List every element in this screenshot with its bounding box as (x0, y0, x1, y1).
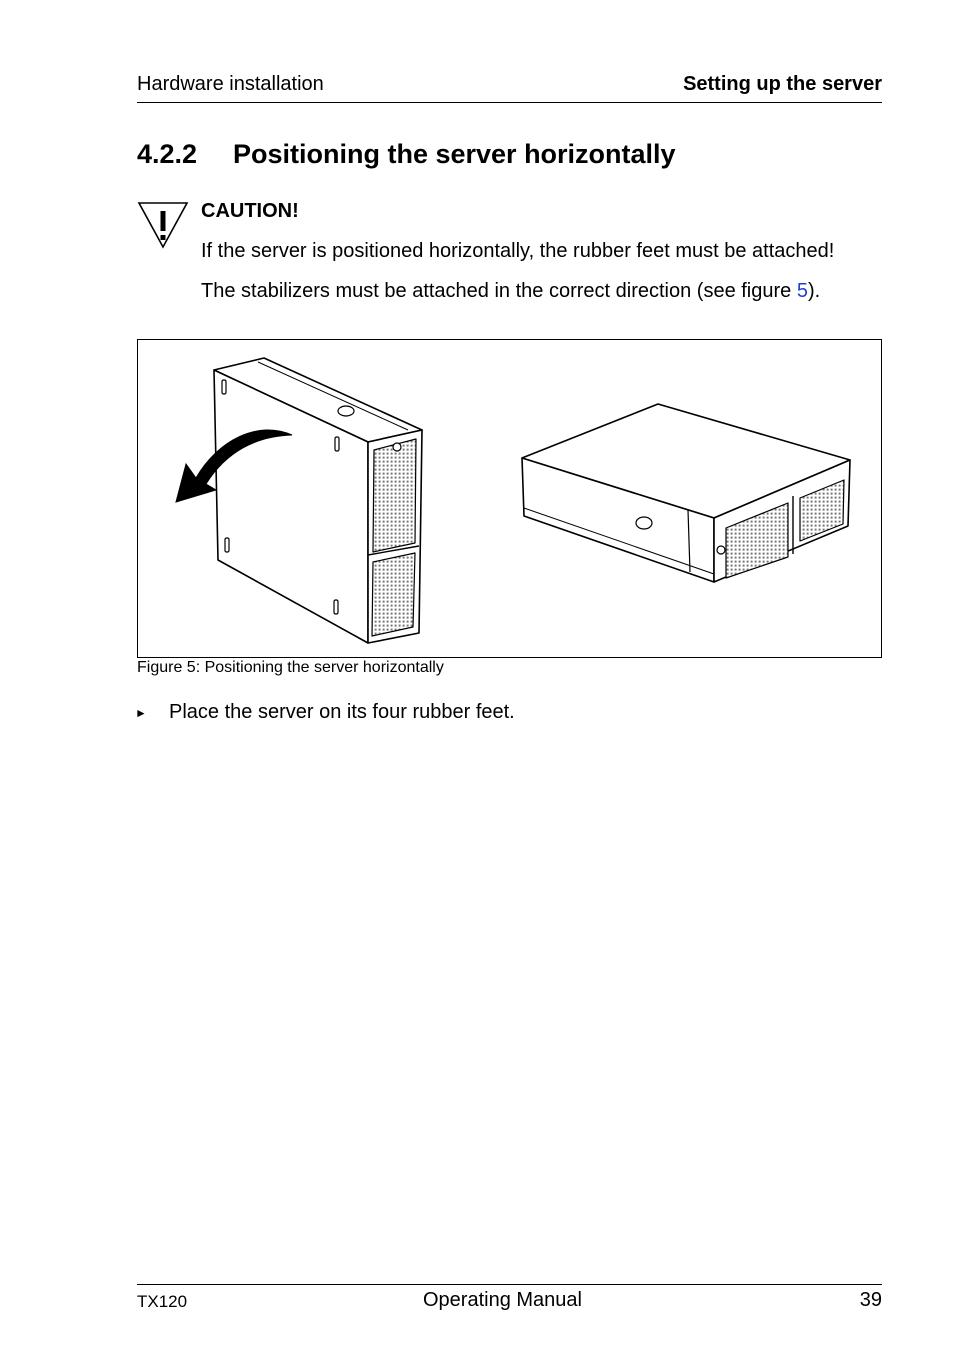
figure-frame (137, 339, 882, 658)
caution-text-rubber-feet: If the server is positioned horizontally, the rubber feet must be attached! (201, 240, 835, 262)
figure-caption: Figure 5: Positioning the server horizontally (137, 659, 444, 676)
section-title: Positioning the server horizontally (233, 139, 676, 169)
footer-manual-title: Operating Manual (423, 1289, 582, 1311)
step-bullet-icon: ► (135, 706, 147, 720)
server-illustration (138, 340, 881, 657)
section-number: 4.2.2 (137, 139, 198, 169)
tower-server-vertical (214, 358, 422, 643)
figure-link[interactable]: 5 (796, 280, 808, 302)
caution-text-stabilizers (201, 280, 820, 303)
header-chapter: Hardware installation (137, 73, 324, 95)
server-horizontal (522, 404, 850, 582)
header-section: Setting up the server (683, 73, 882, 95)
step-text: Place the server on its four rubber feet. (169, 701, 515, 723)
footer-rule (137, 1284, 882, 1285)
page-header (137, 72, 882, 103)
footer-model: TX120 (137, 1292, 188, 1311)
warning-triangle-icon (136, 200, 190, 250)
caution-text-part: ). (807, 280, 821, 302)
caution-title: CAUTION! (201, 200, 299, 222)
page-number: 39 (859, 1289, 882, 1311)
caution-text-part: The stabilizers must be attached in the correct direction (see figure (201, 280, 797, 302)
